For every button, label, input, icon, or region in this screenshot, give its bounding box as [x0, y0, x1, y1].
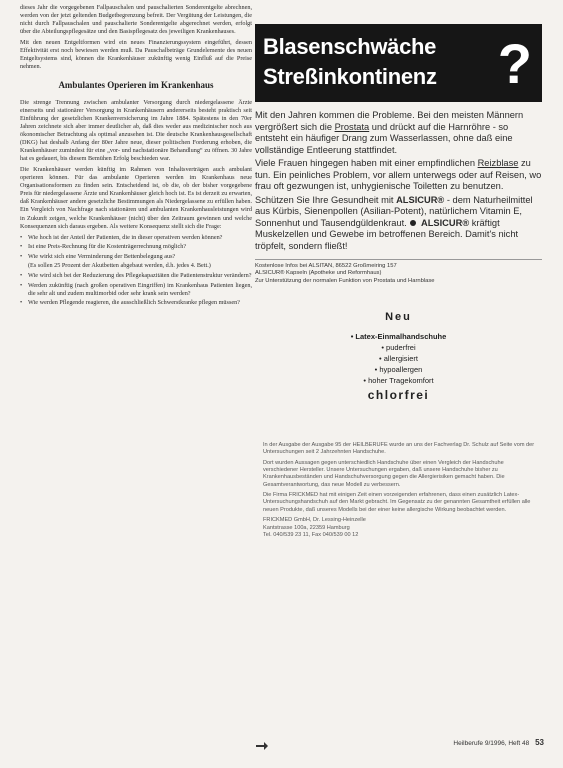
new-label: Neu	[385, 311, 412, 324]
ad-paragraph: Schützen Sie Ihre Gesundheit mit ALSICUR® - dem Naturheilmittel aus Kürbis, Sienenpollen (Asilian-Potent), natürlichem Vitamin E, Sonnenhut und Tausendgüldenkraut. ALSICUR® kräftigt Muskelzellen und Gewebe im betroffenen Bereich. Damit's nicht tröpfelt, sondern fließt!	[255, 194, 533, 252]
list-item: • hoher Tragekomfort	[255, 375, 542, 386]
question-list-2	[20, 272, 252, 307]
chlorine-free-label: chlorfrei	[367, 388, 430, 403]
brand-name: ALSICUR®	[421, 217, 470, 228]
article-paragraph: dieses Jahr die vorgegebenen Fallpauschalen und pauschalierten Sonderentgelte abrechnen, werden von der jetzt geltenden Budgetbegrenzung befreit. Der Vergütung der Leistungen, die nicht durch Fallpauschalen und pauschalierte Sonderentgelte abgerechnet werden, erfolgt über die Abteilungspflegesätze und den Basispflegesatz des jeweiligen Krankenhauses.	[20, 4, 252, 36]
page-footer	[420, 738, 544, 747]
ad-paragraph: Viele Frauen hingegen haben mit einer empfindlichen Reizblase zu tun. Ein peinliches Problem, vor allem unterwegs oder auf Reisen, wo frau oft gezwungen ist, unhygienische Toiletten zu benutzen.	[255, 158, 542, 192]
article-paragraph: Die Krankenhäuser werden künftig im Rahmen von Inhaltsverträgen auch ambulant operieren können. Für das ambulante Operieren werden im Krankenhaus neue Organisationsformen zu finden sein. Entscheidend ist, ob die, ob der bisher vorgegebene Preis für niedergelassene Ärzte und Krankenhäuser gleich hoch ist. Es ist derzeit zu erwarten, daß Krankenhäuser andere gesetzliche Bestimmungen als Niedergelassene zu erfüllen haben. Ein Vergleich von Nachfrage nach stationären und ambulanten Krankenhausleistungen wird in Zukunft zeigen, welche Krankenhäuser (nicht) über den Zeitraum gewinnen und welche Konsequenzen sich daraus ergeben. Als weitere Konsequenz stellt sich die Frage:	[20, 166, 252, 230]
product-list	[255, 331, 542, 386]
list-item: • Wie hoch ist der Anteil der Patienten, die in dieser operativen werden können?	[20, 234, 252, 242]
list-item: • Wie werden Pflegende reagieren, die ausschließlich Schwerstkranke pflegen müssen?	[20, 299, 252, 307]
list-note: (Es sollen 25 Prozent der Akutbetten abgebaut werden, d.h. jedes 4. Bett.)	[28, 262, 211, 270]
ad-small-print: Kostenlose Infos bei ALSITAN, 86522 Großmeiring 157 ALSICUR® Kapseln (Apotheke und Reformhaus) Zur Unterstützung der normalen Funktion von Prostata und Harnblase	[255, 259, 542, 286]
continue-arrow-icon	[256, 742, 268, 750]
ad-banner	[255, 24, 542, 102]
article-column	[20, 4, 252, 309]
page-number: 53	[535, 738, 544, 747]
list-item: • Ist eine Preis-Rechnung für die Kostenträgerrechnung möglich?	[20, 243, 252, 251]
section-heading: Ambulantes Operieren im Krankenhaus	[58, 80, 214, 91]
article-paragraph: Die strenge Trennung zwischen ambulanter Versorgung durch niedergelassene Ärzte einerseits und stationärer Versorgung in Krankenhäusern andererseits besteht praktisch seit Einführung der gesetzlichen Krankenversicherung im Jahre 1884. Spätestens in den 70er Jahren zeichnete sich aber immer deutlicher ab, daß dies weder aus medizinischer noch aus ökonomischer Betrachtung als optimal anzusehen ist. Die deutsche Krankenhausgesellschaft (DKG) hat deshalb Anfang der 80er Jahre neue, dieser politischen Forderung erhoben, die Krankenhäuser zumindest für eine „vor- und nachstationäre Behandlung“ zu öffnen. 30 Jahre hat es gedauert, bis diesem Bemühen Erfolg beschieden war.	[20, 98, 252, 163]
ad-title-2: Streßinkontinenz	[263, 64, 437, 89]
list-item: • allergisiert	[255, 353, 542, 364]
ad-title-1: Blasenschwäche	[263, 34, 437, 59]
list-item: • Wie wird sich bei der Reduzierung des Pflegekapazitäten die Patientenstruktur verändern?	[20, 272, 252, 280]
question-list	[20, 234, 252, 261]
ad-paragraph: Mit den Jahren kommen die Probleme. Bei den meisten Männern vergrößert sich die Prostata und drückt auf die Harnröhre - so entsteht ein häufiger Drang zum Wasserlassen, ohne daß eine vollständige Entleerung stattfindet.	[255, 110, 524, 155]
info-text: In der Ausgabe der Ausgabe 95 der HEILBERUFE wurde an uns der Fachverlag Dr. Schulz auf Seite vom der Untersuchungen seit 2 Jahrzehnten Handschuhe. Dort wurden Aussagen gegen unterschiedlich Handschuhe über einen Vergleich der Handschuhe verschiedener Hersteller. Unsere Untersuchungen ergaben, daß unsere Handschuhe bisher zu Krankenhausbeständen und Handschuhversorgung gegen die Allergierisiken gemacht haben. Die Gesamtverantwortung, das neue Modell zu verbessern. Die Firma FRICKMED hat mit einigen Zeit einen vorzeigenden erfahrenen, dass einen zusätzlich Latex-Untersuchungshandschuh auf den Markt gebracht. Im Gegensatz zu der genannten Gesamtheit erfüllen alle neuen Produkte, daß unseres Modells bei der einer keine allergische Wirkung beobachtet werden. FRICKMED GmbH, Dr. Lessing-Heinzelle Kantstrasse 100a, 22359 Hamburg Tel. 040/539 23 11, Fax 040/539 00 12	[263, 442, 535, 538]
product-main: • Latex-Einmalhandschuhe	[255, 331, 542, 342]
article-paragraph: Mit den neuen Entgeltformen wird ein neues Finanzierungssystem eingeführt, dessen Effektivität erst noch bewiesen werden muß. Da Pauschalbeträge Grundelemente des neuen Entgeltsystems sind, können die Krankenhäuser zukünftig wenig Einfluß auf die Preise nehmen.	[20, 39, 252, 71]
bullet-icon	[410, 220, 416, 226]
question-mark-icon: ?	[497, 32, 532, 95]
list-item: • Wie wirkt sich eine Verminderung der Bettenbelegung aus?	[20, 253, 252, 261]
ad-body	[255, 110, 542, 253]
journal-reference: Heilberufe 9/1996, Heft 48	[453, 740, 530, 747]
list-item: • hypoallergen	[255, 364, 542, 375]
list-item: • puderfrei	[255, 342, 542, 353]
advertisement-column	[255, 24, 542, 539]
list-item: • Werden zukünftig (nach großen operativen Eingriffen) im Krankenhaus Patienten liegen, die sehr alt und zudem multimorbid oder sehr krank sein werden?	[20, 282, 252, 298]
brand-name: ALSICUR®	[396, 194, 445, 205]
